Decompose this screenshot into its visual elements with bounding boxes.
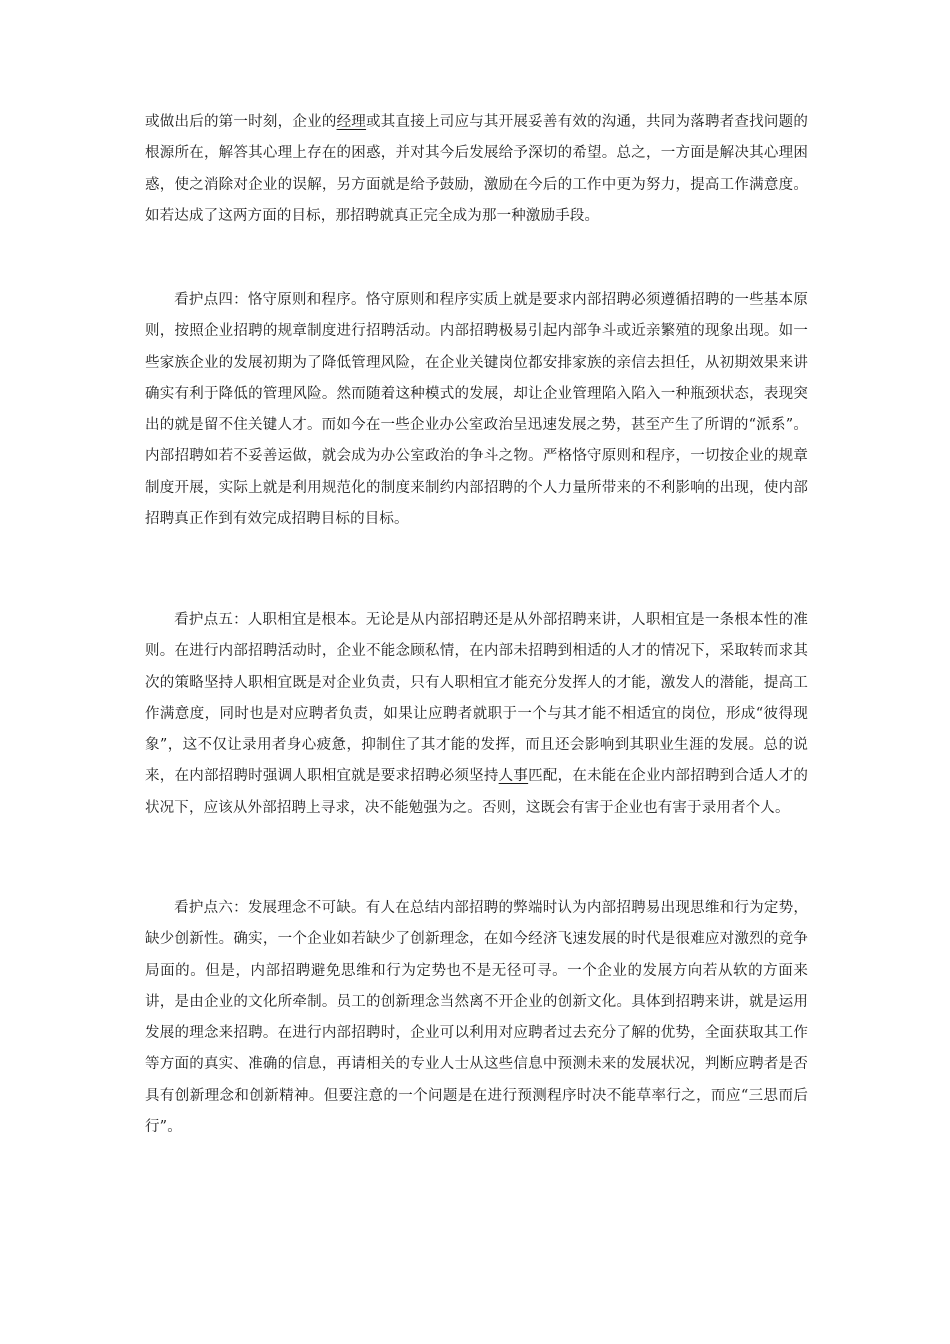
paragraph-text: 看护点四：恪守原则和程序。恪守原则和程序实质上就是要求内部招聘必须遵循招聘的一些基本原则，按照企业招聘的规章制度进行招聘活动。内部招聘极易引起内部争斗或近亲繁殖的现象出现。如一些家族企业的发展初期为了降低管理风险，在企业关键岗位都安排家族的亲信去担任，从初期效果来讲确实有利于降低的管理风险。然而随着这种模式的发展，却让企业管理陷入陷入一种瓶颈状态，表现突出的就是留不住关键人才。而如今在一些企业办公室政治呈迅速发展之势，甚至产生了所谓的“派系”。内部招聘如若不妥善运做，就会成为办公室政治的争斗之物。严格恪守原则和程序，一切按企业的规章制度开展，实际上就是利用规范化的制度来制约内部招聘的个人力量所带来的不利影响的出现，使内部招聘真正作到有效完成招聘目标的目标。 <box>145 292 808 528</box>
paragraph-point-four <box>145 285 808 535</box>
paragraph-text: 匹配，在未能在企业内部招聘到合适人才的状况下，应该从外部招聘上寻求，决不能勉强为之。否则，这既会有害于企业也有害于录用者个人。 <box>145 768 808 816</box>
paragraph-text: 看护点五：人职相宜是根本。无论是从内部招聘还是从外部招聘来讲，人职相宜是一条根本性的准则。在进行内部招聘活动时，企业不能念顾私情，在内部未招聘到相适的人才的情况下，采取转而求其次的策略坚持人职相宜既是对企业负责，只有人职相宜才能充分发挥人的才能，激发人的潜能，提高工作满意度，同时也是对应聘者负责，如果让应聘者就职于一个与其才能不相适宜的岗位，形成“彼得现象”，这不仅让录用者身心疲惫，抑制住了其才能的发挥，而且还会影响到其职业生涯的发展。总的说来，在内部招聘时强调人职相宜就是要求招聘必须坚持 <box>145 612 808 785</box>
paragraph-text: 或做出后的第一时刻，企业的 <box>145 114 337 130</box>
personnel-link[interactable]: 人事 <box>498 768 529 785</box>
paragraph-point-five <box>145 605 808 824</box>
paragraph-point-six <box>145 893 808 1143</box>
manager-link[interactable]: 经理 <box>336 114 367 130</box>
paragraph-text: 或其直接上司应与其开展妥善有效的沟通，共同为落聘者查找问题的根源所在，解答其心理上存在的困惑，并对其今后发展给予深切的希望。总之，一方面是解决其心理困惑，使之消除对企业的误解，另方面就是给予鼓励，激励在今后的工作中更为努力，提高工作满意度。如若达成了这两方面的目标，那招聘就真正完全成为那一种激励手段。 <box>145 114 809 224</box>
paragraph-continuation <box>145 107 808 232</box>
paragraph-text: 看护点六：发展理念不可缺。有人在总结内部招聘的弊端时认为内部招聘易出现思维和行为定势，缺少创新性。确实，一个企业如若缺少了创新理念，在如今经济飞速发展的时代是很难应对激烈的竞争局面的。但是，内部招聘避免思维和行为定势也不是无径可寻。一个企业的发展方向若从软的方面来讲，是由企业的文化所牵制。员工的创新理念当然离不开企业的创新文化。具体到招聘来讲，就是运用发展的理念来招聘。在进行内部招聘时，企业可以利用对应聘者过去充分了解的优势，全面获取其工作等方面的真实、准确的信息，再请相关的专业人士从这些信息中预测未来的发展状况，判断应聘者是否具有创新理念和创新精神。但要注意的一个问题是在进行预测程序时决不能草率行之，而应“三思而后行”。 <box>145 900 808 1136</box>
